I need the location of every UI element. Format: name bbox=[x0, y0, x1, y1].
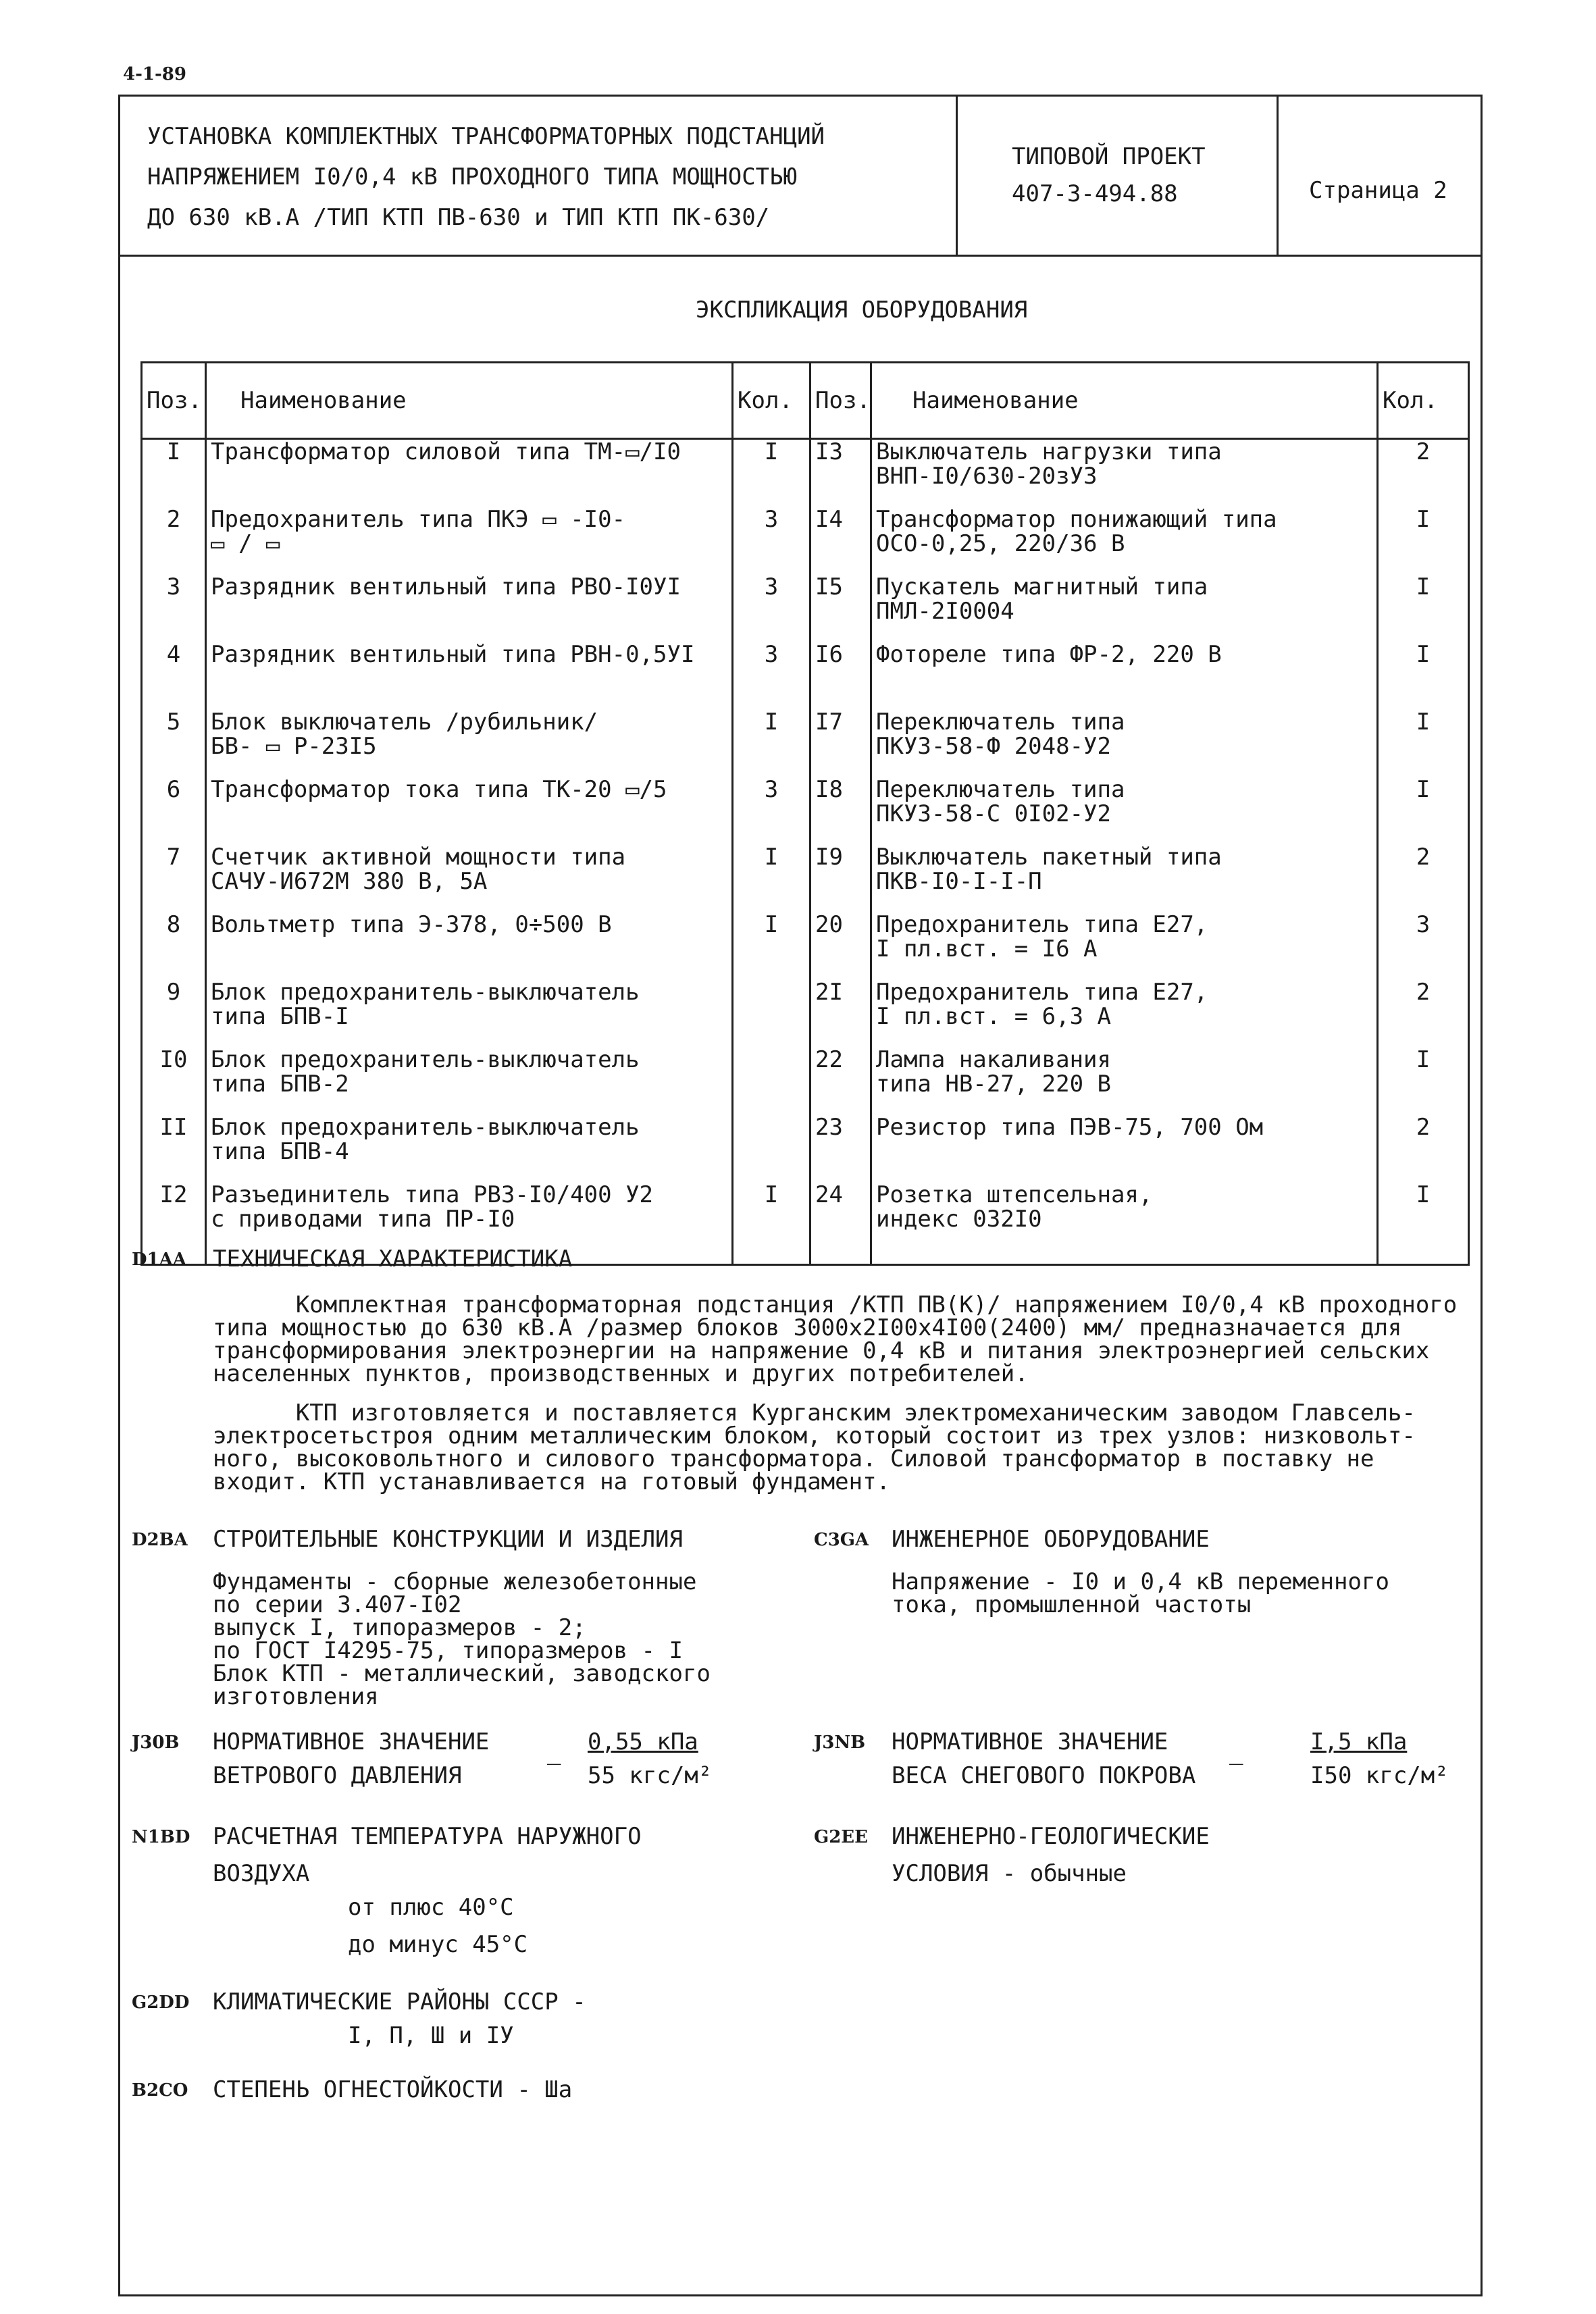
qty-cell: I bbox=[733, 845, 810, 912]
title-cell bbox=[120, 97, 958, 255]
qty-cell: 3 bbox=[733, 575, 810, 642]
section-code: J3NB bbox=[814, 1732, 866, 1753]
pos-cell: I9 bbox=[810, 845, 871, 912]
table-row bbox=[142, 1115, 1469, 1183]
constructions-title: СТРОИТЕЛЬНЫЕ КОНСТРУКЦИИ И ИЗДЕЛИЯ bbox=[213, 1526, 683, 1553]
pos-cell: I7 bbox=[810, 710, 871, 777]
qty-cell bbox=[733, 1115, 810, 1183]
wind-value-kgs: 55 кгс/м² bbox=[588, 1762, 713, 1789]
pos-cell: 23 bbox=[810, 1115, 871, 1183]
col-name: Наименование bbox=[206, 363, 733, 439]
temperature-title-1: РАСЧЕТНАЯ ТЕМПЕРАТУРА НАРУЖНОГО bbox=[213, 1823, 642, 1850]
qty-cell: I bbox=[733, 710, 810, 777]
qty-cell: 2 bbox=[1378, 439, 1469, 508]
name-cell: Лампа накаливания типа НВ-27, 220 В bbox=[871, 1048, 1378, 1115]
pos-cell: 2 bbox=[142, 507, 206, 575]
pos-cell: 5 bbox=[142, 710, 206, 777]
name-cell: Предохранитель типа Е27, I пл.вст. = I6 А bbox=[871, 912, 1378, 980]
table-row bbox=[142, 575, 1469, 642]
title-line-1: УСТАНОВКА КОМПЛЕКТНЫХ ТРАНСФОРМАТОРНЫХ ПОДСТАНЦИЙ bbox=[147, 123, 825, 150]
sheet-code: 4-1-89 bbox=[123, 64, 186, 84]
qty-cell: I bbox=[733, 912, 810, 980]
qty-cell: I bbox=[1378, 777, 1469, 845]
section-code: J30B bbox=[132, 1732, 180, 1753]
table-row bbox=[142, 439, 1469, 508]
qty-cell: 3 bbox=[733, 642, 810, 710]
col-pos: Поз. bbox=[142, 363, 206, 439]
tech-title: ТЕХНИЧЕСКАЯ ХАРАКТЕРИСТИКА bbox=[213, 1245, 573, 1272]
tech-paragraph-2: КТП изготовляется и поставляется Курганским электромеханическим заводом Главсель- электросетьстроя одним металлическим блоком, который состоит из трех узлов: низковольт- ного, высоковольтного и силового трансформатора. Силовой трансформатор в поставку не входит. КТП устанавливается на готовый фундамент. bbox=[213, 1399, 1416, 1495]
title-block bbox=[118, 95, 1483, 257]
pos-cell: I4 bbox=[810, 507, 871, 575]
name-cell: Розетка штепсельная, индекс 032I0 bbox=[871, 1183, 1378, 1265]
qty-cell: I bbox=[1378, 1183, 1469, 1265]
pos-cell: I bbox=[142, 439, 206, 508]
name-cell: Предохранитель типа ПКЭ ▭ -I0- ▭ / ▭ bbox=[206, 507, 733, 575]
snow-title-1: НОРМАТИВНОЕ ЗНАЧЕНИЕ bbox=[892, 1728, 1168, 1755]
pos-cell: I8 bbox=[810, 777, 871, 845]
name-cell: Блок выключатель /рубильник/ БВ- ▭ Р-23I5 bbox=[206, 710, 733, 777]
section-code: G2EE bbox=[814, 1827, 868, 1847]
pos-cell: 9 bbox=[142, 980, 206, 1048]
pos-cell: I0 bbox=[142, 1048, 206, 1115]
pos-cell: 8 bbox=[142, 912, 206, 980]
table-row bbox=[142, 912, 1469, 980]
constructions-text: Фундаменты - сборные железобетонные по серии 3.407-I02 выпуск I, типоразмеров - 2; по ГОСТ I4295-75, типоразмеров - I Блок КТП - металлический, заводского изготовления bbox=[213, 1568, 711, 1710]
section-code: C3GA bbox=[814, 1530, 869, 1550]
geology-title-1: ИНЖЕНЕРНО-ГЕОЛОГИЧЕСКИЕ bbox=[892, 1823, 1210, 1850]
table-row bbox=[142, 1048, 1469, 1115]
table-row bbox=[142, 845, 1469, 912]
pos-cell: II bbox=[142, 1115, 206, 1183]
climate-title-1: КЛИМАТИЧЕСКИЕ РАЙОНЫ СССР - bbox=[213, 1988, 586, 2015]
name-cell: Счетчик активной мощности типа САЧУ-И672М 380 В, 5А bbox=[206, 845, 733, 912]
name-cell: Трансформатор силовой типа ТМ-▭/I0 bbox=[206, 439, 733, 508]
pos-cell: I6 bbox=[810, 642, 871, 710]
table-row bbox=[142, 980, 1469, 1048]
pos-cell: I2 bbox=[142, 1183, 206, 1265]
equipment-table bbox=[140, 361, 1470, 1266]
qty-cell: I bbox=[733, 439, 810, 508]
table-row bbox=[142, 710, 1469, 777]
name-cell: Разъединитель типа РВЗ-I0/400 У2 с приводами типа ПР-I0 bbox=[206, 1183, 733, 1265]
name-cell: Вольтметр типа Э-378, 0÷500 В bbox=[206, 912, 733, 980]
qty-cell: 2 bbox=[1378, 845, 1469, 912]
name-cell: Выключатель нагрузки типа ВНП-I0/630-20зУЗ bbox=[871, 439, 1378, 508]
pos-cell: 3 bbox=[142, 575, 206, 642]
snow-value-kpa: I,5 кПа bbox=[1310, 1728, 1408, 1755]
name-cell: Трансформатор понижающий типа ОСО-0,25, 220/36 В bbox=[871, 507, 1378, 575]
pos-cell: 2I bbox=[810, 980, 871, 1048]
name-cell: Разрядник вентильный типа РВН-0,5УI bbox=[206, 642, 733, 710]
snow-dash: _ bbox=[1229, 1739, 1243, 1766]
col-qty: Кол. bbox=[733, 363, 810, 439]
name-cell: Трансформатор тока типа ТК-20 ▭/5 bbox=[206, 777, 733, 845]
qty-cell: 2 bbox=[1378, 980, 1469, 1048]
explication-title: ЭКСПЛИКАЦИЯ ОБОРУДОВАНИЯ bbox=[696, 297, 1028, 324]
temperature-high: от плюс 40°С bbox=[348, 1894, 514, 1921]
engineering-title: ИНЖЕНЕРНОЕ ОБОРУДОВАНИЕ bbox=[892, 1526, 1210, 1553]
name-cell: Переключатель типа ПКУЗ-58-С 0I02-У2 bbox=[871, 777, 1378, 845]
qty-cell: I bbox=[1378, 1048, 1469, 1115]
pos-cell: 22 bbox=[810, 1048, 871, 1115]
qty-cell: 3 bbox=[1378, 912, 1469, 980]
name-cell: Резистор типа ПЭВ-75, 700 Ом bbox=[871, 1115, 1378, 1183]
pos-cell: I3 bbox=[810, 439, 871, 508]
page-cell bbox=[1279, 97, 1485, 255]
pos-cell: 20 bbox=[810, 912, 871, 980]
project-cell bbox=[958, 97, 1279, 255]
table-row bbox=[142, 507, 1469, 575]
qty-cell bbox=[733, 1048, 810, 1115]
qty-cell: I bbox=[733, 1183, 810, 1265]
name-cell: Выключатель пакетный типа ПКВ-I0-I-I-П bbox=[871, 845, 1378, 912]
section-code: D2BA bbox=[132, 1530, 188, 1550]
table-row bbox=[142, 642, 1469, 710]
name-cell: Разрядник вентильный типа РВО-I0УI bbox=[206, 575, 733, 642]
wind-title-1: НОРМАТИВНОЕ ЗНАЧЕНИЕ bbox=[213, 1728, 490, 1755]
qty-cell: I bbox=[1378, 642, 1469, 710]
section-code: B2CO bbox=[132, 2080, 188, 2101]
name-cell: Пускатель магнитный типа ПМЛ-2I0004 bbox=[871, 575, 1378, 642]
col-pos: Поз. bbox=[810, 363, 871, 439]
section-code: G2DD bbox=[132, 1992, 190, 2013]
qty-cell: I bbox=[1378, 507, 1469, 575]
temperature-title-2: ВОЗДУХА bbox=[213, 1860, 310, 1887]
name-cell: Блок предохранитель-выключатель типа БПВ-I bbox=[206, 980, 733, 1048]
fire-title: СТЕПЕНЬ ОГНЕСТОЙКОСТИ - Шa bbox=[213, 2076, 573, 2103]
page-label: Страница 2 bbox=[1309, 177, 1447, 204]
pos-cell: 24 bbox=[810, 1183, 871, 1265]
wind-dash: _ bbox=[547, 1739, 561, 1766]
section-code: D1AA bbox=[132, 1250, 186, 1270]
pos-cell: 6 bbox=[142, 777, 206, 845]
name-cell: Предохранитель типа Е27, I пл.вст. = 6,3 А bbox=[871, 980, 1378, 1048]
project-number: 407-3-494.88 bbox=[1012, 180, 1178, 207]
table-row bbox=[142, 777, 1469, 845]
title-line-3: ДО 630 кВ.А /ТИП КТП ПВ-630 и ТИП КТП ПК-630/ bbox=[147, 204, 770, 231]
col-name: Наименование bbox=[871, 363, 1378, 439]
geology-title-2: УСЛОВИЯ - обычные bbox=[892, 1860, 1127, 1887]
qty-cell: 3 bbox=[733, 777, 810, 845]
qty-cell: I bbox=[1378, 710, 1469, 777]
wind-title-2: ВЕТРОВОГО ДАВЛЕНИЯ bbox=[213, 1762, 462, 1789]
name-cell: Блок предохранитель-выключатель типа БПВ-4 bbox=[206, 1115, 733, 1183]
wind-value-kpa: 0,55 кПа bbox=[588, 1728, 698, 1755]
col-qty: Кол. bbox=[1378, 363, 1469, 439]
name-cell: Переключатель типа ПКУЗ-58-Ф 2048-У2 bbox=[871, 710, 1378, 777]
section-code: N1BD bbox=[132, 1827, 190, 1847]
engineering-text: Напряжение - I0 и 0,4 кВ переменного тока, промышленной частоты bbox=[892, 1568, 1389, 1618]
project-label: ТИПОВОЙ ПРОЕКТ bbox=[1012, 143, 1206, 170]
qty-cell bbox=[733, 980, 810, 1048]
pos-cell: I5 bbox=[810, 575, 871, 642]
qty-cell: I bbox=[1378, 575, 1469, 642]
climate-regions: I, П, Ш и IУ bbox=[348, 2022, 514, 2049]
pos-cell: 4 bbox=[142, 642, 206, 710]
snow-value-kgs: I50 кгс/м² bbox=[1310, 1762, 1449, 1789]
qty-cell: 2 bbox=[1378, 1115, 1469, 1183]
snow-title-2: ВЕСА СНЕГОВОГО ПОКРОВА bbox=[892, 1762, 1196, 1789]
name-cell: Блок предохранитель-выключатель типа БПВ-2 bbox=[206, 1048, 733, 1115]
title-line-2: НАПРЯЖЕНИЕМ I0/0,4 кВ ПРОХОДНОГО ТИПА МОЩНОСТЬЮ bbox=[147, 163, 798, 190]
tech-paragraph-1: Комплектная трансформаторная подстанция /КТП ПВ(К)/ напряжением I0/0,4 кВ проходного типа мощностью до 630 кВ.А /размер блоков 3000х2I00х4I00(2400) мм/ предназначается для трансформирования электроэнергии на напряжение 0,4 кВ и питания электроэнергией сельских населенных пунктов, производственных и других потребителей. bbox=[213, 1291, 1458, 1387]
name-cell: Фотореле типа ФР-2, 220 В bbox=[871, 642, 1378, 710]
pos-cell: 7 bbox=[142, 845, 206, 912]
qty-cell: 3 bbox=[733, 507, 810, 575]
temperature-low: до минус 45°С bbox=[348, 1931, 528, 1958]
